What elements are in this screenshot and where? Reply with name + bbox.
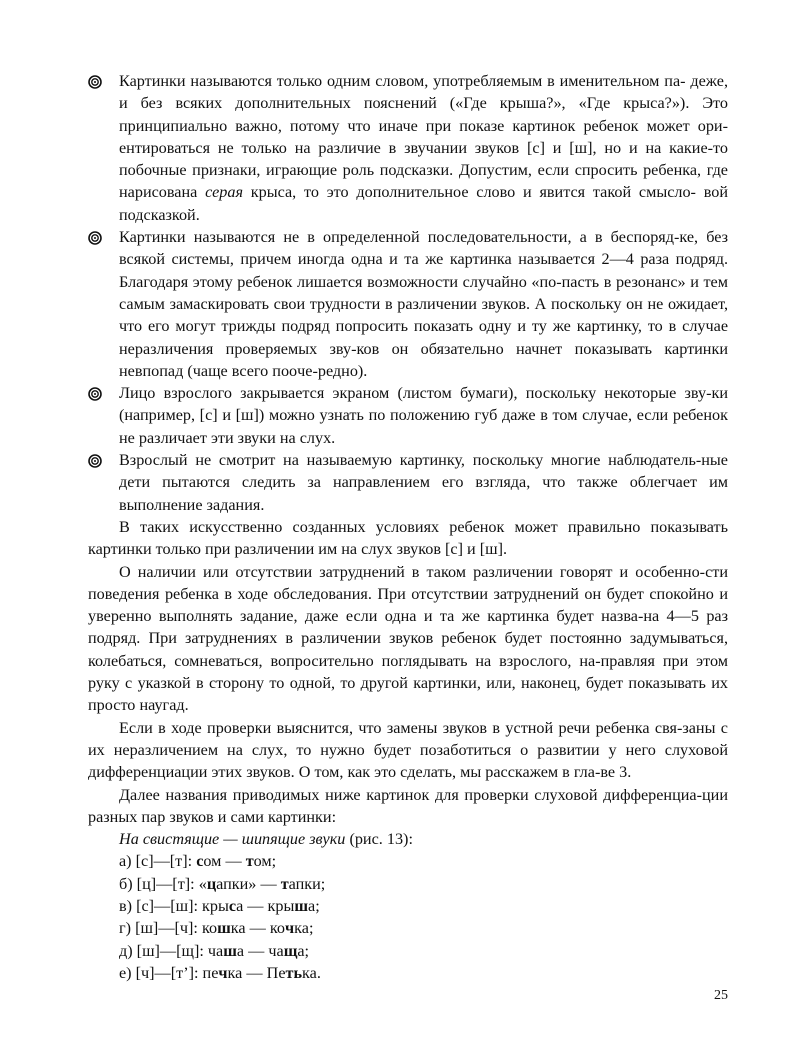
paragraph-4 bbox=[88, 784, 728, 829]
bullet-2-text: Картинки называются не в определенной последовательности, а в беспоряд-ке, без всякой системы, причем иногда одна и та же картинка называется 2—4 раза подряд. Благодаря этому ребенок лишается возможности случайно «по-пасть в резонанс» и тем самым замаскировать свои трудности в различении звуков. А поскольку он не ожидает, что его могут трижды подряд попросить показать одну и ту же картинку, то в случае неразличения проверяемых зву-ков он обязательно начнет показывать картинки невпопад (чаще всего поoче-редно). bbox=[119, 228, 728, 380]
section-heading-italic: На свистящие — шипящие звуки bbox=[119, 830, 346, 849]
page-content bbox=[88, 70, 728, 984]
word-pair-a: а) [с]—[т]: сом — том; bbox=[119, 852, 277, 871]
section-heading bbox=[88, 828, 728, 850]
page-number: 25 bbox=[714, 988, 728, 1003]
bullet-item-1 bbox=[88, 70, 728, 226]
double-ring-bullet-icon bbox=[88, 231, 102, 245]
section-heading-suffix: (рис. 13): bbox=[345, 830, 413, 849]
bullet-3-text: Лицо взрослого закрывается экраном (листом бумаги), поскольку некоторые зву-ки (например, [с] и [ш]) можно узнать по положению губ даже в том случае, если ребенок не различает эти звуки на слух. bbox=[119, 384, 728, 447]
paragraph-3: Если в ходе проверки выяснится, что замены звуков в устной речи ребенка свя-заны с их неразличением на слух, то нужно будет позаботиться о развитии у него слуховой дифференциации этих звуков. О том, как это сделать, мы расскажем в гла-ве 3. bbox=[88, 718, 728, 782]
word-pair-e: д) [ш]—[щ]: чаша — чаща; bbox=[119, 941, 310, 960]
word-pair-f: е) [ч]—[т’]: печка — Петька. bbox=[119, 963, 321, 982]
paragraph-1: В таких искусственно созданных условиях ребенок может правильно показывать картинки только при различении им на слух звуков [с] и [ш]. bbox=[88, 517, 728, 559]
bullet-4-text: Взрослый не смотрит на называемую картинку, поскольку многие наблюдатель-ные дети пытаются следить за направлением его взгляда, что также облегчает им выполнение задания. bbox=[119, 451, 728, 514]
bullet-item-4 bbox=[88, 449, 728, 516]
word-pair-c: в) [с]—[ш]: крыса — крыша; bbox=[119, 896, 320, 915]
emphasis-word: серая bbox=[205, 183, 243, 202]
paragraph-4-start: Далее названия приводимых ниже картинок для проверки слуховой дифференциа- bbox=[119, 785, 702, 804]
word-pair-d: г) [ш]—[ч]: кошка — кочка; bbox=[119, 919, 314, 938]
word-pair-b: б) [ц]—[т]: «цапки» — тапки; bbox=[119, 874, 326, 893]
bullet-1-text: Картинки называются только одним словом, употребляемым в именительном па- деже, и без всяких дополнительных пояснений («Где крыша?», «Где крыса?»). Это принципиально важно, потому что иначе при показе картинок ребенок может ори- ентироваться не только на различие в звучании звуков [с] и [ш], но и на какие-то побочные признаки, играющие роль подсказки. Допустим, если спросить ребенка, где нарисована серая крыса, то это дополнительное слово и явится такой смысло- вой подсказкой. bbox=[119, 72, 729, 224]
double-ring-bullet-icon bbox=[88, 454, 102, 468]
paragraph-2: О наличии или отсутствии затруднений в таком различении говорят и особенно-сти поведения ребенка в ходе обследования. При отсутствии затруднений он будет спокойно и уверенно выполнять задание, даже если одна и та же картинка будет назва-на 4—5 раз подряд. При затруднениях в различении звуков ребенок будет постоянно задумываться, колебаться, сомневаться, вопросительно поглядывать на взрослого, на-правляя при этом руку с указкой в сторону то одной, то другой картинки, или, наконец, будет показывать их просто наугад. bbox=[88, 562, 728, 715]
bullet-item-2 bbox=[88, 226, 728, 382]
paragraph-4-end: ции разных пар звуков и сами картинки: bbox=[88, 785, 728, 826]
bullet-item-3 bbox=[88, 382, 728, 449]
double-ring-bullet-icon bbox=[88, 387, 102, 401]
double-ring-bullet-icon bbox=[88, 75, 102, 89]
